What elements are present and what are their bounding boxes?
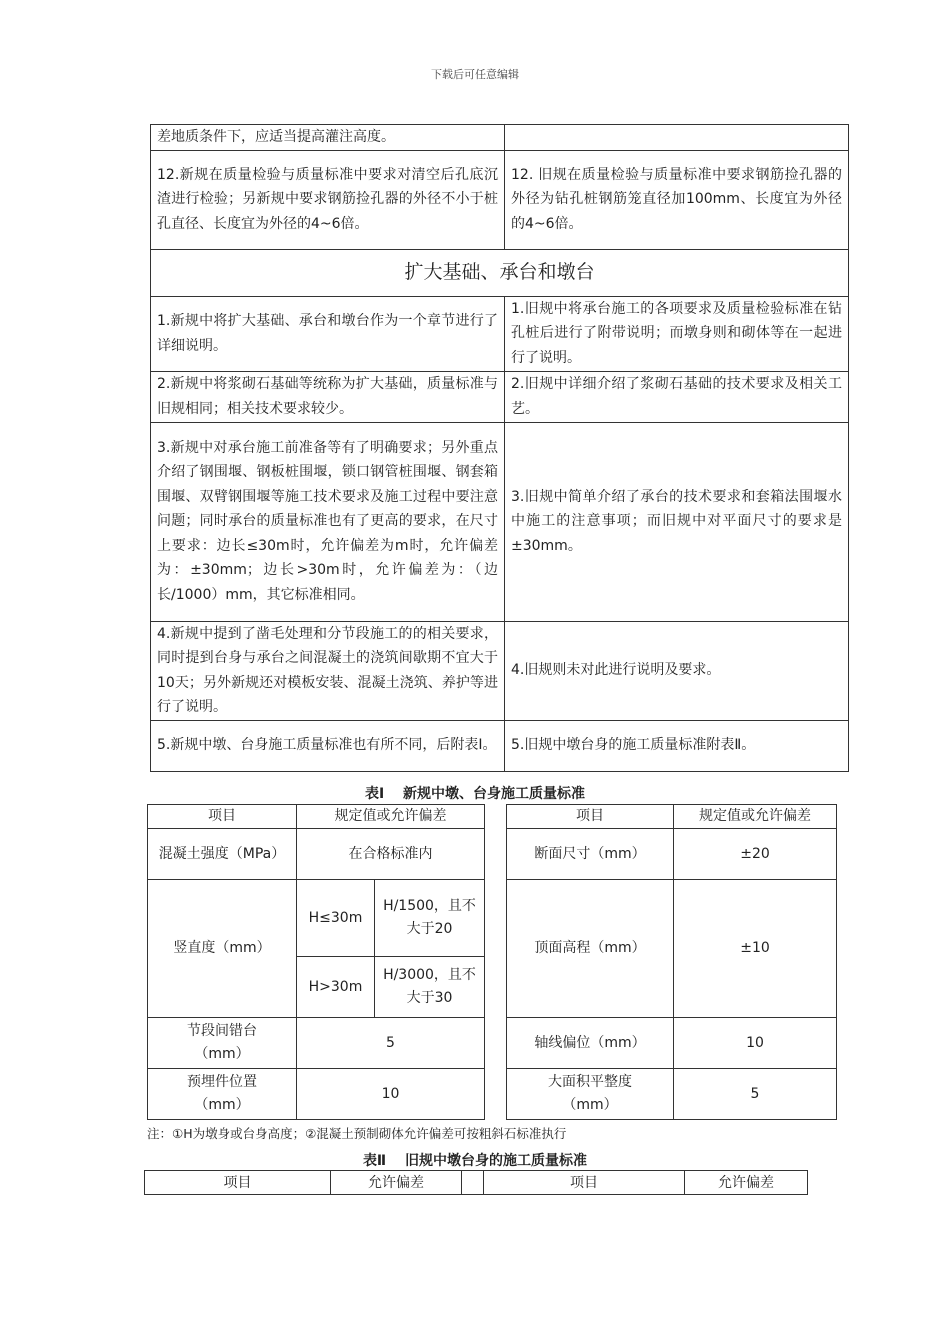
flatness-label: 大面积平整度（mm） [507,1069,674,1120]
old-rule-cell: 4.旧规则未对此进行说明及要求。 [505,621,849,720]
verticality-label: 竖直度（mm） [148,880,297,1018]
comparison-table [150,124,849,772]
new-rule-cell: 12.新规在质量检验与质量标准中要求对清空后孔底沉渣进行检验；另新规中要求钢筋捡孔器的外径不小于桩孔直径、长度宜为外径的4~6倍。 [151,150,505,249]
old-rule-cell: 2.旧规中详细介绍了浆砌石基础的技术要求及相关工艺。 [505,371,849,422]
table-row [151,720,849,771]
h2-label: H>30m [297,957,375,1018]
old-rule-cell: 1.旧规中将承台施工的各项要求及质量检验标准在钻孔桩后进行了附带说明；而墩身则和砌体等在一起进行了说明。 [505,296,849,371]
old-rule-cell [505,125,849,151]
table1-note: 注：①H为墩身或台身高度；②混凝土预制砌体允许偏差可按粗斜石标准执行 [147,1126,567,1141]
old-rule-cell: 12. 旧规在质量检验与质量标准中要求钢筋捡孔器的外径为钻孔桩钢筋笼直径加100mm、长度宜为外径的4~6倍。 [505,150,849,249]
new-rule-cell: 2.新规中将浆砌石基础等统称为扩大基础，质量标准与旧规相同；相关技术要求较少。 [151,371,505,422]
table-header-row [148,805,837,829]
section-title: 扩大基础、承台和墩台 [151,249,849,296]
embedded-part-label: 预埋件位置（mm） [148,1069,297,1120]
flatness-value: 5 [674,1069,837,1120]
embedded-part-value: 10 [297,1069,485,1120]
h2-value: H/3000，且不大于30 [375,957,485,1018]
section-size-label: 断面尺寸（mm） [507,829,674,880]
new-rule-cell: 5.新规中墩、台身施工质量标准也有所不同，后附表Ⅰ。 [151,720,505,771]
new-rule-cell: 1.新规中将扩大基础、承台和墩台作为一个章节进行了详细说明。 [151,296,505,371]
column-header: 允许偏差 [331,1171,462,1195]
axis-offset-label: 轴线偏位（mm） [507,1018,674,1069]
column-header: 允许偏差 [685,1171,808,1195]
table1-caption: 表Ⅰ 新规中墩、台身施工质量标准 [364,786,586,802]
strength-value: 在合格标准内 [297,829,485,880]
gap-column [462,1171,484,1195]
column-header: 规定值或允许偏差 [674,805,837,829]
new-rule-cell: 3.新规中对承台施工前准备等有了明确要求；另外重点介绍了钢围堰、钢板桩围堰，锁口钢管桩围堰、钢套箱围堰、双臂钢围堰等施工技术要求及施工过程中要注意问题；同时承台的质量标准也有了更高的要求，在尺寸上要求：边长≤30m时，允许偏差为m时，允许偏差为：±30mm；边长>30m时，允许偏差为：（边长/1000）mm，其它标准相同。 [151,422,505,621]
old-rule-cell: 3.旧规中简单介绍了承台的技术要求和套箱法围堰水中施工的注意事项；而旧规中对平面尺寸的要求是±30mm。 [505,422,849,621]
table-header-row [145,1171,808,1195]
table-row [151,621,849,720]
axis-offset-value: 10 [674,1018,837,1069]
top-elevation-label: 顶面高程（mm） [507,880,674,1018]
column-header: 规定值或允许偏差 [297,805,485,829]
new-rule-cell: 差地质条件下，应适当提高灌注高度。 [151,125,505,151]
table-row [151,296,849,371]
section-size-value: ±20 [674,829,837,880]
h1-value: H/1500，且不大于20 [375,880,485,957]
page-header: 下载后可任意编辑 [431,68,519,81]
section-row [151,249,849,296]
column-header: 项目 [148,805,297,829]
table-row [151,150,849,249]
table1-new-standards [147,804,837,1120]
table2-caption: 表Ⅱ 旧规中墩台身的施工质量标准 [362,1153,588,1169]
table-row [151,422,849,621]
top-elevation-value: ±10 [674,880,837,1018]
column-header: 项目 [507,805,674,829]
segment-offset-value: 5 [297,1018,485,1069]
strength-label: 混凝土强度（MPa） [148,829,297,880]
h1-label: H≤30m [297,880,375,957]
new-rule-cell: 4.新规中提到了凿毛处理和分节段施工的的相关要求，同时提到台身与承台之间混凝土的浇筑间歇期不宜大于10天；另外新规还对模板安装、混凝土浇筑、养护等进行了说明。 [151,621,505,720]
gap-column [485,805,507,1120]
table2-old-standards [144,1170,808,1195]
table-row [151,125,849,151]
old-rule-cell: 5.旧规中墩台身的施工质量标准附表Ⅱ。 [505,720,849,771]
column-header: 项目 [145,1171,331,1195]
segment-offset-label: 节段间错台（mm） [148,1018,297,1069]
table-row [151,371,849,422]
column-header: 项目 [484,1171,685,1195]
